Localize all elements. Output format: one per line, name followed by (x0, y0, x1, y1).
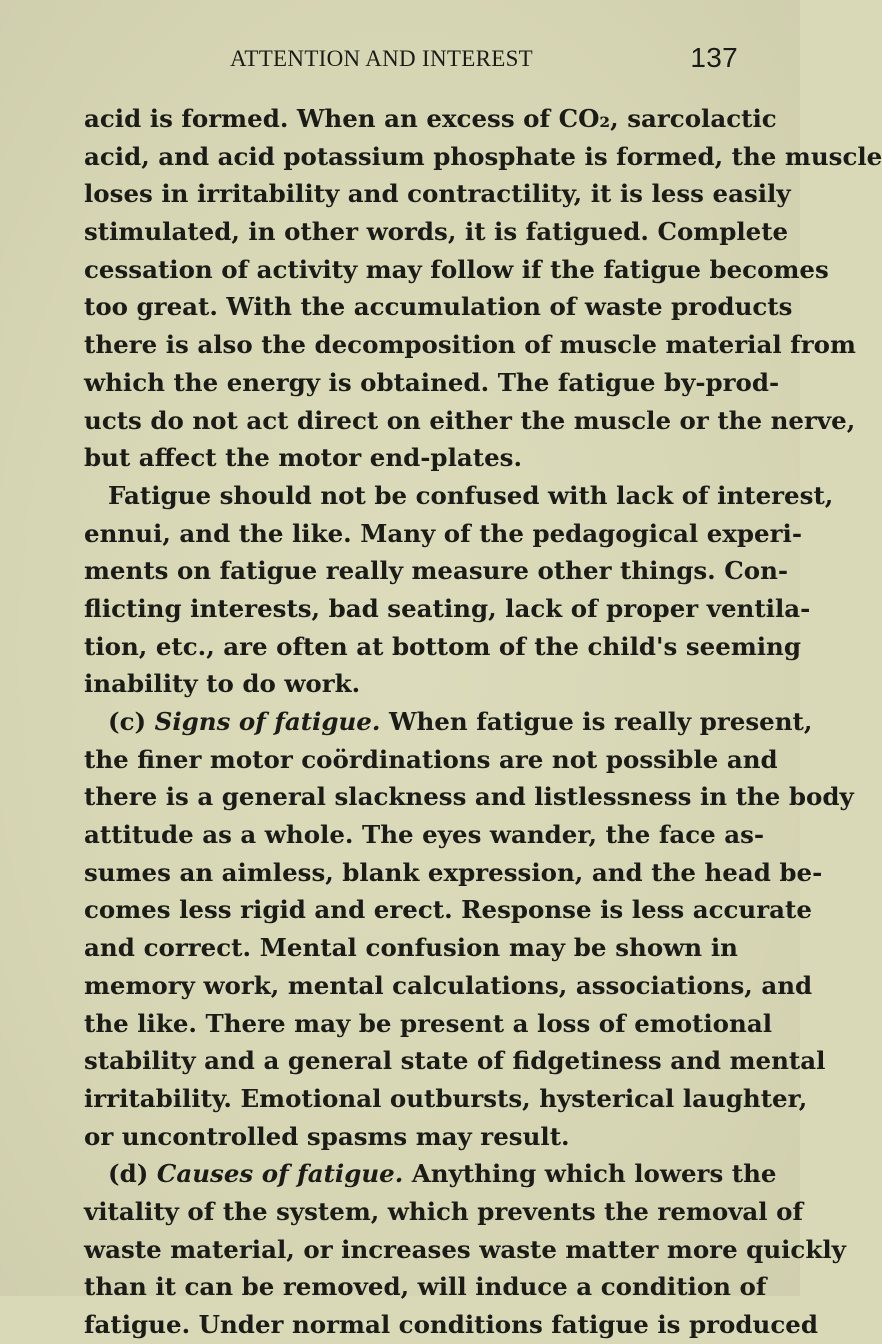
text-line: but affect the motor end-plates. (84, 443, 522, 473)
section-title-causes-of-fatigue: Causes of fatigue. (156, 1159, 404, 1189)
text-line: irritability. Emotional outbursts, hysterical laughter, (84, 1083, 808, 1113)
running-head (84, 40, 738, 80)
text-line: attitude as a whole. The eyes wander, the face as- (84, 820, 765, 850)
text-line: Fatigue should not be confused with lack of interest, (108, 480, 834, 510)
text-line: sumes an aimless, blank expression, and the head be- (84, 857, 823, 887)
text-segment: Anything which lowers the (403, 1159, 777, 1189)
text-line: ennui, and the like. Many of the pedagogical experi- (84, 518, 803, 548)
text-line: stability and a general state of fidgetiness and mental (84, 1046, 826, 1076)
text-line: stimulated, in other words, it is fatigued. Complete (84, 217, 789, 247)
text-line: ucts do not act direct on either the muscle or the nerve, (84, 405, 856, 435)
text-line: or uncontrolled spasms may result. (84, 1121, 570, 1151)
text-line: too great. With the accumulation of waste products (84, 292, 793, 322)
text-segment: When fatigue is really present, (380, 707, 813, 736)
text-line: cessation of activity may follow if the fatigue becomes (84, 254, 829, 284)
text-line: inability to do work. (84, 669, 361, 699)
text-line: which the energy is obtained. The fatigue by-prod- (84, 367, 780, 397)
text-line-causes-heading (84, 1155, 777, 1193)
text-line: comes less rigid and erect. Response is less accurate (84, 895, 812, 925)
text-line: fatigue. Under normal conditions fatigue is produced (84, 1310, 818, 1339)
text-line: the finer motor coördinations are not possible and (84, 744, 778, 774)
text-line: the like. There may be present a loss of emotional (84, 1008, 773, 1038)
text-line: there is also the decomposition of muscle material from (84, 330, 856, 360)
text-line: flicting interests, bad seating, lack of proper ventila- (84, 593, 811, 623)
text-line: than it can be removed, will induce a condition of (84, 1272, 767, 1302)
text-line: tion, etc., are often at bottom of the child's seeming (84, 631, 801, 661)
page-number: 137 (690, 42, 738, 73)
text-line: acid is formed. When an excess of CO₂, sarcolactic (84, 104, 777, 133)
text-line: loses in irritability and contractility, it is less easily (84, 179, 791, 209)
text-line: waste material, or increases waste matter more quickly (84, 1234, 846, 1264)
text-line: memory work, mental calculations, associations, and (84, 970, 813, 1000)
body-text (84, 100, 882, 1344)
text-line: acid, and acid potassium phosphate is formed, the muscle (84, 141, 882, 171)
text-line: there is a general slackness and listlessness in the body (84, 782, 854, 812)
text-line: and correct. Mental confusion may be shown in (84, 933, 738, 963)
text-line: vitality of the system, which prevents the removal of (84, 1196, 804, 1226)
text-line-signs-heading (84, 703, 813, 741)
running-title: ATTENTION AND INTEREST (230, 46, 534, 71)
section-title-signs-of-fatigue: Signs of fatigue. (154, 707, 381, 736)
section-marker-c: (c) (108, 707, 155, 736)
text-line: ments on fatigue really measure other things. Con- (84, 556, 789, 586)
section-marker-d: (d) (108, 1159, 157, 1189)
